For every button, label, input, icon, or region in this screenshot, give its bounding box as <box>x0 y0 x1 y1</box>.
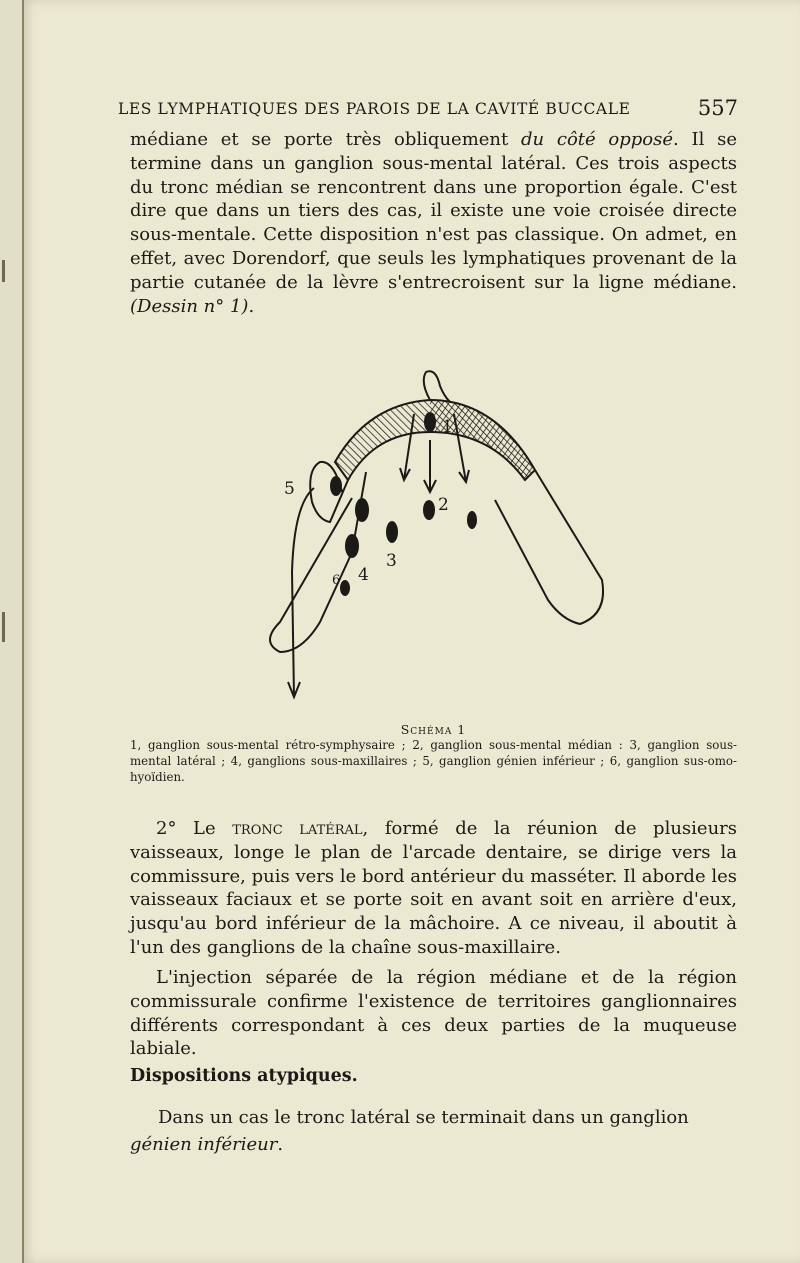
label-4: 4 <box>358 565 369 585</box>
ganglion-3 <box>386 521 398 543</box>
para2-text: , formé de la réunion de plusieurs vaisseaux, longe le plan de l'arcade dentaire, se dirige vers la commissure, puis vers le bord antérieur du masséter. Il aborde les vaisseaux faciaux et se porte soit en avant soit en arrière d'eux, jusqu'au bord inférieur de la mâchoire. A ce niveau, il aboutit à l'un des ganglions de la chaîne sous-maxillaire. <box>130 818 737 958</box>
paragraph-median-trunk <box>130 128 737 318</box>
ganglion-6 <box>340 580 350 596</box>
para1-italic-opposite-side: du côté opposé <box>521 129 674 150</box>
ganglion-2 <box>423 500 435 520</box>
running-head <box>118 88 738 120</box>
ganglion-1 <box>424 412 436 432</box>
para1-text-c: . Il se termine dans un ganglion sous-mental latéral. Ces trois aspects du tronc médian se rencontrent dans une proportion égale. C'est dire que dans un tiers des cas, il existe une voie croisée directe sous-mentale. Cette disposition n'est pas classique. On admet, en effet, avec Dorendorf, que seuls les lymphatiques provenant de la partie cutanée de la lèvre s'entrecroisent sur la ligne médiane. <box>130 129 737 293</box>
page-number: 557 <box>697 96 738 120</box>
final-italic-term: génien inférieur <box>130 1134 278 1155</box>
section-heading: Dispositions atypiques. <box>130 1066 358 1086</box>
schema-figure <box>240 352 640 722</box>
label-3: 3 <box>386 551 397 571</box>
label-6: 6 <box>332 573 341 588</box>
edge-mark <box>2 612 5 642</box>
final-end: . <box>277 1134 284 1155</box>
edge-mark <box>2 260 5 282</box>
para2-smallcaps-term: tronc latéral <box>232 818 363 839</box>
binding-edge <box>22 0 24 1263</box>
label-1: 1 <box>442 417 453 437</box>
label-2: 2 <box>438 495 449 515</box>
para2-prefix: 2° Le <box>156 818 233 839</box>
ganglion-2b <box>467 511 477 529</box>
final-text: Dans un cas le tronc latéral se terminait dans un ganglion <box>158 1107 689 1128</box>
para1-text-e: . <box>248 295 255 317</box>
label-5: 5 <box>284 479 295 499</box>
paragraph-separate-injection <box>130 966 737 1061</box>
figure-caption-title: Schéma 1 <box>400 722 467 737</box>
para1-text-a: médiane et se porte très obliquement <box>130 129 521 150</box>
schema-drawing <box>240 352 640 722</box>
para3-text: L'injection séparée de la région médiane et de la région commissurale confirme l'existence de territoires ganglionnaires différents correspondant à ces deux parties de la muqueuse labiale. <box>130 967 737 1060</box>
ganglion-5 <box>330 476 342 496</box>
figure-caption-legend: 1, ganglion sous-mental rétro-symphysaire ; 2, ganglion sous-mental médian : 3, ganglion sous-mental latéral ; 4, ganglions sous-maxillaires ; 5, ganglion génien inférieur ; 6, ganglion sus-omo-hyoïdien. <box>130 738 737 784</box>
para1-drawing-reference: (Dessin n° 1) <box>130 295 249 317</box>
lip-arch <box>335 400 535 480</box>
ganglion-4b <box>345 534 359 558</box>
ganglion-4a <box>355 498 369 522</box>
paragraph-lateral-trunk <box>130 817 737 960</box>
paragraph-atypical-case <box>130 1104 737 1158</box>
running-head-title: LES LYMPHATIQUES DES PAROIS DE LA CAVITÉ BUCCALE <box>118 100 631 118</box>
